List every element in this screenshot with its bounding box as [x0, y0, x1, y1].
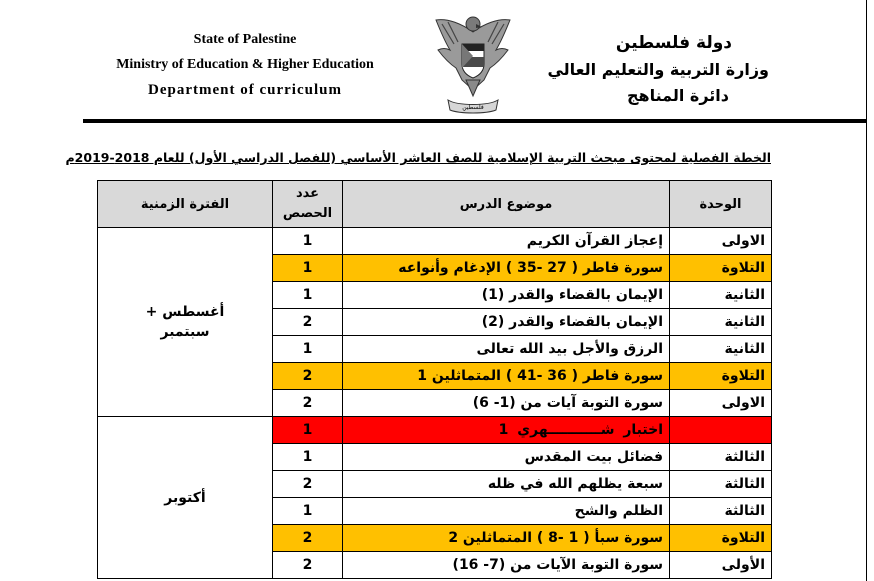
cell-count: 1 [273, 417, 343, 444]
cell-period [98, 417, 273, 579]
table-row [98, 228, 772, 255]
table-header-row [98, 181, 772, 228]
cell-count: 2 [273, 309, 343, 336]
header-unit: الوحدة [670, 181, 772, 228]
cell-topic: الظلم والشح [343, 498, 670, 525]
table-row [98, 417, 772, 444]
cell-unit: الثانية [670, 309, 772, 336]
cell-unit: الثانية [670, 282, 772, 309]
cell-count: 1 [273, 255, 343, 282]
header-department-en: Department of curriculum [148, 82, 342, 98]
cell-count: 1 [273, 228, 343, 255]
cell-unit: التلاوة [670, 525, 772, 552]
cell-period [98, 228, 273, 417]
cell-topic: سورة فاطر ( 36 -41 ) المتماثلين 1 [343, 363, 670, 390]
cell-count: 1 [273, 444, 343, 471]
header-ministry-en: Ministry of Education & Higher Education [116, 57, 374, 72]
cell-count: 1 [273, 498, 343, 525]
cell-unit: التلاوة [670, 255, 772, 282]
header-divider [83, 119, 866, 123]
cell-unit: الاولى [670, 390, 772, 417]
cell-topic: الإيمان بالقضاء والقدر (2) [343, 309, 670, 336]
header-state-ar: دولة فلسطين [615, 33, 732, 53]
header-period: الفترة الزمنية [98, 181, 273, 228]
cell-topic: سورة التوبة الآيات من (7- 16) [343, 552, 670, 579]
cell-count: 2 [273, 552, 343, 579]
palestine-eagle-emblem-icon [432, 10, 514, 114]
cell-count: 2 [273, 471, 343, 498]
emblem-caption: فلسطين [462, 104, 484, 111]
cell-topic: سورة سبأ ( 1 -8 ) المتماثلين 2 [343, 525, 670, 552]
period-label: أغسطس + سبتمبر [145, 304, 225, 340]
cell-topic: فضائل بيت المقدس [343, 444, 670, 471]
cell-topic: سبعة يظلهم الله في ظله [343, 471, 670, 498]
cell-count: 2 [273, 363, 343, 390]
cell-unit: الاولى [670, 228, 772, 255]
cell-unit: التلاوة [670, 363, 772, 390]
cell-count: 1 [273, 282, 343, 309]
cell-unit [670, 417, 772, 444]
header-state-en: State of Palestine [193, 32, 297, 47]
cell-topic: الإيمان بالقضاء والقدر (1) [343, 282, 670, 309]
table-body [98, 228, 772, 579]
header-count: عدد الحصص [273, 181, 343, 228]
cell-topic: الرزق والأجل بيد الله تعالى [343, 336, 670, 363]
cell-topic: إعجاز القرآن الكريم [343, 228, 670, 255]
page-frame-line [866, 0, 867, 581]
cell-topic: اختبار شـــــــــــهري 1 [343, 417, 670, 444]
cell-unit: الثالثة [670, 498, 772, 525]
cell-topic: سورة فاطر ( 27 -35 ) الإدغام وأنواعه [343, 255, 670, 282]
cell-unit: الثالثة [670, 471, 772, 498]
cell-topic: سورة التوبة آيات من (1- 6) [343, 390, 670, 417]
header-department-ar: دائرة المناهج [626, 86, 729, 105]
cell-unit: الثانية [670, 336, 772, 363]
lesson-plan-table [97, 180, 772, 579]
period-label: أكتوبر [164, 489, 206, 506]
cell-unit: الأولى [670, 552, 772, 579]
cell-count: 2 [273, 390, 343, 417]
header-ministry-ar: وزارة التربية والتعليم العالي [547, 60, 769, 79]
cell-count: 1 [273, 336, 343, 363]
cell-count: 2 [273, 525, 343, 552]
header-topic: موضوع الدرس [343, 181, 670, 228]
cell-unit: الثالثة [670, 444, 772, 471]
plan-title: الخطة الفصلية لمحتوى مبحث التربية الإسلامية للصف العاشر الأساسي (للفصل الدراسي الأول) للعام 2018-2019م [65, 150, 771, 165]
